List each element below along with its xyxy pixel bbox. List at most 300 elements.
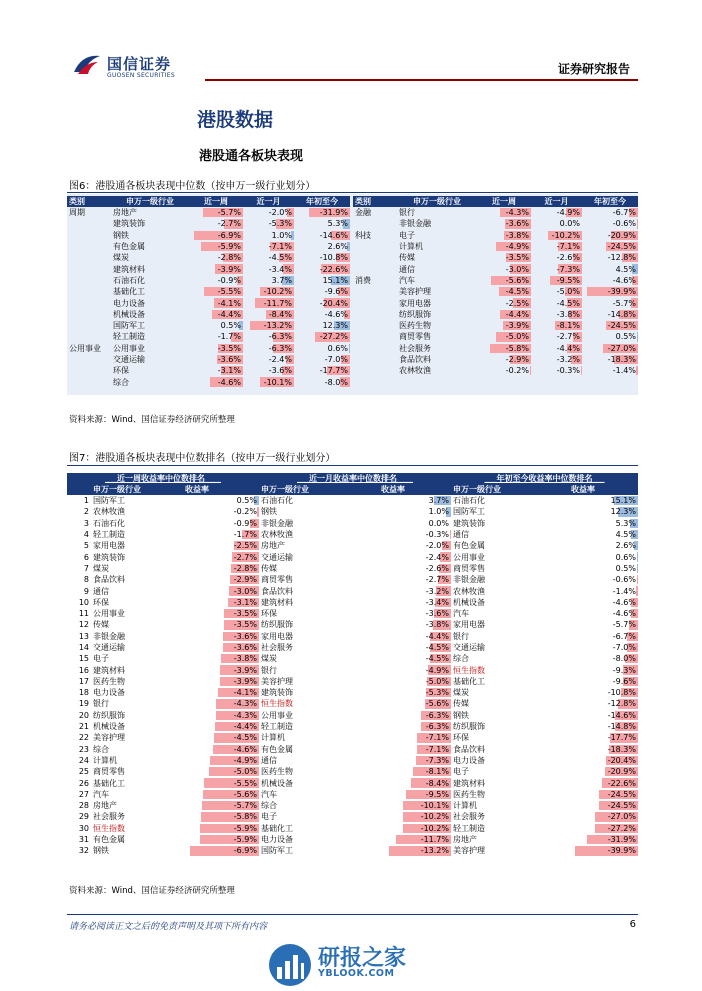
fig7-week-return: -5.9% <box>183 823 259 834</box>
fig6-ytd: -12.8% <box>607 253 636 263</box>
fig6-row <box>67 241 350 252</box>
fig6-row <box>67 218 350 229</box>
fig7-week-industry: 社会服务 <box>93 812 125 822</box>
fig6-header: 年初至今 <box>582 196 638 207</box>
fig6-month: -10.2% <box>243 286 294 297</box>
fig7-week-industry: 食品饮料 <box>93 575 125 585</box>
fig7-group-week: ___近一周收益率中位数排名____ <box>67 473 259 484</box>
fig7-ytd-return: -9.6% <box>612 676 636 686</box>
fig7-ytd-return: -24.5% <box>569 789 638 800</box>
fig6-row <box>67 320 350 331</box>
fig7-month-industry: 美容护理 <box>261 676 293 686</box>
fig7-week-industry: 国防军工 <box>93 496 125 506</box>
fig6-week: -5.0% <box>477 331 531 342</box>
fig7-week-industry: 综合 <box>93 744 109 754</box>
fig7-ytd-industry: 电力设备 <box>453 755 485 765</box>
fig6-week: -3.9% <box>189 263 243 274</box>
fig7-week-return: -3.9% <box>183 676 259 687</box>
fig7-week-industry: 传媒 <box>93 620 109 630</box>
fig7-month-return: -6.3% <box>379 710 451 721</box>
fig7-caption-line <box>67 465 638 466</box>
fig7-week-industry: 医药生物 <box>93 676 125 686</box>
footer-divider <box>67 914 638 915</box>
fig6-industry: 综合 <box>113 377 129 387</box>
fig6-category <box>67 376 111 387</box>
fig7-ytd-return: -20.9% <box>569 766 638 777</box>
fig7-week-industry: 公用事业 <box>93 609 125 619</box>
fig7-ytd-industry: 建筑装饰 <box>453 518 485 528</box>
fig7-month-industry: 医药生物 <box>261 767 293 777</box>
fig7-row <box>67 732 638 743</box>
fig7-month-industry: 机械设备 <box>261 778 293 788</box>
fig6-month: -3.2% <box>556 355 580 364</box>
fig7-ytd-return: -24.5% <box>569 800 638 811</box>
fig7-week-return: 0.5% <box>236 496 257 506</box>
fig7-ytd-return: 0.5% <box>615 563 636 573</box>
fig6-week: 0.5% <box>220 321 241 331</box>
fig6-row <box>353 275 638 286</box>
fig6-week: -4.6% <box>189 376 243 387</box>
fig7-row <box>67 766 638 777</box>
fig7-month-return: -7.3% <box>379 755 451 766</box>
fig7-row <box>67 777 638 788</box>
fig7-rank: 24 <box>78 755 89 765</box>
fig7-week-return: -5.5% <box>183 777 259 788</box>
fig7-ytd-industry: 房地产 <box>453 835 477 845</box>
fig6-row <box>67 376 350 387</box>
fig7-ytd-return-bar <box>637 564 638 573</box>
fig7-week-return: -4.5% <box>183 732 259 743</box>
fig6-week: -5.8% <box>477 343 531 354</box>
fig6-ytd: 2.6% <box>327 242 348 252</box>
fig7-week-industry: 计算机 <box>93 755 117 765</box>
fig6-category <box>67 252 111 263</box>
fig7-table-area <box>67 473 638 875</box>
fig6-industry: 食品饮料 <box>399 355 431 364</box>
fig6-month: -2.6% <box>556 253 580 263</box>
fig7-ytd-industry: 国防军工 <box>453 507 485 517</box>
fig6-ytd-bar <box>637 332 638 341</box>
fig7-month-return: -0.3% <box>425 530 449 540</box>
fig7-rank: 12 <box>78 620 89 630</box>
fig7-ytd-return: -7.0% <box>612 643 636 652</box>
fig7-week-return: -5.8% <box>183 811 259 822</box>
fig7-row <box>67 755 638 766</box>
fig6-row <box>67 263 350 274</box>
fig6-month: -10.2% <box>531 230 582 241</box>
fig6-industry: 通信 <box>399 264 415 274</box>
fig6-month: -13.2% <box>243 320 294 331</box>
fig7-ytd-return: -6.7% <box>612 631 636 641</box>
fig6-row <box>67 343 350 354</box>
fig6-industry: 家用电器 <box>399 298 431 308</box>
fig7-ytd-return: -5.7% <box>612 620 636 630</box>
fig6-category <box>353 320 397 331</box>
fig6-row <box>67 331 350 342</box>
fig7-month-industry: 通信 <box>261 755 277 765</box>
fig7-month-return: -5.6% <box>425 699 449 709</box>
watermark-url: YBLOOK.COM <box>318 968 395 979</box>
fig6-week: -3.5% <box>217 343 241 353</box>
fig7-ytd-return: -17.7% <box>607 733 636 743</box>
fig6-category <box>353 286 397 297</box>
fig6-table-area <box>67 194 638 395</box>
fig7-rank: 6 <box>83 552 89 562</box>
fig7-ytd-industry: 计算机 <box>453 801 477 811</box>
fig6-industry: 建筑装饰 <box>113 219 145 229</box>
fig7-rank-header <box>67 484 91 495</box>
fig7-rank: 26 <box>78 778 89 788</box>
fig6-industry: 轻工制造 <box>113 332 145 342</box>
fig7-week-industry: 钢铁 <box>93 846 109 856</box>
fig6-month: -2.7% <box>556 332 580 342</box>
fig6-ytd: -1.4% <box>612 366 636 376</box>
fig7-rank: 32 <box>78 846 89 856</box>
fig7-month-industry: 非银金融 <box>261 518 293 528</box>
fig7-month-return: -10.1% <box>379 800 451 811</box>
fig7-ytd-industry: 有色金属 <box>453 541 485 551</box>
fig6-category <box>353 218 397 229</box>
fig7-month-return: 0.0% <box>428 518 449 528</box>
fig6-month: -6.3% <box>268 332 292 342</box>
fig7-week-return: -2.8% <box>183 563 259 574</box>
fig6-source: 资料来源：Wind、国信证券经济研究所整理 <box>69 415 235 425</box>
fig7-month-industry: 计算机 <box>261 733 285 743</box>
fig6-industry: 电子 <box>399 230 415 240</box>
fig7-week-return: -5.0% <box>183 766 259 777</box>
fig7-month-return: -5.3% <box>425 688 449 698</box>
fig7-week-return: -3.1% <box>183 597 259 608</box>
fig6-category <box>67 331 111 342</box>
fig7-ytd-return: -27.0% <box>569 811 638 822</box>
fig6-month: -2.0% <box>268 208 292 218</box>
fig6-ytd: -10.8% <box>319 253 348 263</box>
fig7-ytd-industry: 汽车 <box>453 609 469 619</box>
fig7-month-return: -2.7% <box>425 575 449 585</box>
fig6-ytd: 0.6% <box>327 343 348 353</box>
fig6-week: -2.8% <box>217 253 241 263</box>
fig6-row <box>353 286 638 297</box>
fig7-week-industry: 汽车 <box>93 789 109 799</box>
fig6-month: -3.4% <box>268 264 292 274</box>
fig6-row <box>353 320 638 331</box>
fig7-ytd-return: -14.8% <box>607 722 636 732</box>
fig6-ytd-bar <box>637 219 638 228</box>
fig6-row <box>353 218 638 229</box>
fig6-row <box>353 365 638 376</box>
fig7-week-return: -1.7% <box>233 530 257 540</box>
fig7-col-return: 收益率 <box>379 484 451 495</box>
fig7-rank: 17 <box>78 676 89 686</box>
fig7-month-return: -4.5% <box>425 643 449 652</box>
fig7-month-return: -2.4% <box>425 552 449 562</box>
fig6-category <box>353 331 397 342</box>
fig7-week-industry: 美容护理 <box>93 733 125 743</box>
fig7-month-return: 3.7% <box>428 496 449 506</box>
fig7-month-return: -11.7% <box>379 834 451 845</box>
fig7-month-return: -10.2% <box>379 811 451 822</box>
fig6-ytd: -20.4% <box>319 298 348 308</box>
fig7-rank: 2 <box>83 507 89 517</box>
fig6-ytd: -27.2% <box>294 331 350 342</box>
fig7-ytd-industry: 食品饮料 <box>453 744 485 754</box>
fig7-ytd-industry: 建筑材料 <box>453 778 485 788</box>
fig7-month-industry: 银行 <box>261 665 277 675</box>
fig6-week: -3.9% <box>477 320 531 331</box>
fig6-ytd: -24.5% <box>607 321 636 331</box>
fig6-industry: 国防军工 <box>113 321 145 331</box>
fig6-week: -1.7% <box>217 332 241 342</box>
fig7-ytd-return: 5.3% <box>615 518 636 528</box>
fig7-row <box>67 619 638 630</box>
fig7-ytd-return: -39.9% <box>569 845 638 856</box>
fig7-ytd-return: -1.4% <box>612 586 636 596</box>
fig7-month-return-bar <box>450 530 451 539</box>
fig6-header: 近一月 <box>243 196 294 207</box>
fig7-caption: 图7：港股通各板块表现中位数排名（按申万一级行业划分） <box>69 453 336 464</box>
fig7-week-return: -5.9% <box>183 834 259 845</box>
guosen-logo-icon <box>72 52 102 76</box>
fig6-industry: 石油石化 <box>113 275 145 285</box>
fig6-month: -0.3% <box>556 366 580 376</box>
fig7-row <box>67 676 638 687</box>
fig6-month: -4.9% <box>556 208 580 218</box>
fig7-month-return: -13.2% <box>379 845 451 856</box>
fig7-rank: 27 <box>78 789 89 799</box>
fig7-month-industry: 建筑材料 <box>261 597 293 607</box>
fig7-week-return: -3.5% <box>183 608 259 619</box>
yblook-logo-icon <box>268 943 312 987</box>
fig7-rank: 22 <box>78 733 89 743</box>
fig7-month-return: -4.9% <box>425 665 449 675</box>
page-number: 6 <box>629 919 636 930</box>
fig6-month: 1.0% <box>271 230 292 240</box>
fig7-week-industry: 煤炭 <box>93 563 109 573</box>
fig6-ytd: -18.3% <box>607 355 636 364</box>
fig7-month-return: -5.0% <box>425 676 449 686</box>
fig6-industry: 建筑材料 <box>113 264 145 274</box>
fig7-month-return: -3.6% <box>425 609 449 619</box>
fig6-ytd: -22.6% <box>319 264 348 274</box>
fig7-rank: 16 <box>78 665 89 675</box>
fig7-month-return: -2.0% <box>425 541 449 551</box>
fig7-week-industry: 银行 <box>93 699 109 709</box>
fig6-month: -7.3% <box>556 264 580 274</box>
fig7-col-industry: 申万一级行业 <box>91 484 183 495</box>
fig7-month-industry: 汽车 <box>261 789 277 799</box>
fig7-week-industry: 环保 <box>93 597 109 607</box>
fig6-week: -5.7% <box>189 207 243 218</box>
fig7-ytd-industry: 家用电器 <box>453 620 485 630</box>
fig6-row <box>353 207 638 218</box>
fig7-rank: 19 <box>78 699 89 709</box>
fig7-month-return: 1.0% <box>428 507 449 517</box>
fig6-industry: 煤炭 <box>113 253 129 263</box>
fig7-month-industry: 环保 <box>261 609 277 619</box>
fig7-week-industry: 建筑材料 <box>93 665 125 675</box>
fig7-ytd-industry: 医药生物 <box>453 789 485 799</box>
fig7-week-return: -0.9% <box>233 518 257 528</box>
fig7-source: 资料来源：Wind、国信证券经济研究所整理 <box>69 886 235 896</box>
fig6-month: -7.1% <box>556 242 580 252</box>
fig6-row <box>353 331 638 342</box>
fig7-month-industry: 基础化工 <box>261 823 293 833</box>
fig6-month: -2.4% <box>268 355 292 364</box>
fig6-category <box>67 297 111 308</box>
fig6-week: -4.9% <box>477 241 531 252</box>
fig7-rank: 1 <box>83 496 89 506</box>
fig7-month-industry: 国防军工 <box>261 846 293 856</box>
fig6-ytd: 0.5% <box>615 332 636 342</box>
fig6-category <box>353 297 397 308</box>
fig7-rank: 21 <box>78 722 89 732</box>
fig6-category <box>353 263 397 274</box>
fig7-row <box>67 823 638 834</box>
fig7-ytd-return: -9.3% <box>612 665 636 675</box>
fig6-month: -8.4% <box>243 309 294 320</box>
fig7-month-industry: 恒生指数 <box>261 699 293 709</box>
fig7-week-return: -2.5% <box>233 541 257 551</box>
fig7-week-return: -2.7% <box>233 552 257 562</box>
fig7-row <box>67 687 638 698</box>
fig7-row <box>67 551 638 562</box>
fig7-ytd-return: -0.6% <box>612 575 636 585</box>
fig7-month-industry: 房地产 <box>261 541 285 551</box>
fig6-week: -4.4% <box>189 309 243 320</box>
fig7-ytd-industry: 农林牧渔 <box>453 586 485 596</box>
fig7-ytd-return-bar <box>637 575 638 584</box>
fig6-row <box>353 230 638 241</box>
fig6-industry: 医药生物 <box>399 321 431 331</box>
fig6-category <box>67 309 111 320</box>
fig6-week: -0.2% <box>505 366 529 376</box>
fig6-right-table <box>353 196 638 376</box>
fig6-industry: 环保 <box>113 366 129 376</box>
fig7-week-return: -5.6% <box>183 789 259 800</box>
fig6-month: -5.3% <box>268 219 292 229</box>
fig7-ytd-return: -20.4% <box>569 755 638 766</box>
page-header <box>0 0 702 86</box>
fig6-week: -2.5% <box>505 298 529 308</box>
fig7-week-return: -2.9% <box>183 574 259 585</box>
fig6-ytd: -27.0% <box>582 343 638 354</box>
fig6-row <box>353 297 638 308</box>
fig7-row <box>67 800 638 811</box>
fig7-week-return: -4.9% <box>183 755 259 766</box>
fig7-ytd-industry: 钢铁 <box>453 710 469 720</box>
fig6-category: 周期 <box>69 208 85 218</box>
fig7-ytd-return: 0.6% <box>615 552 636 562</box>
fig6-category: 消费 <box>355 275 371 285</box>
fig7-month-return: -4.5% <box>425 654 449 664</box>
fig6-row <box>353 263 638 274</box>
fig7-row <box>67 495 638 506</box>
fig7-row <box>67 845 638 856</box>
fig7-week-return: -0.2% <box>233 507 257 517</box>
fig6-week: -5.9% <box>189 241 243 252</box>
fig6-row <box>67 207 350 218</box>
fig7-week-industry: 交通运输 <box>93 643 125 652</box>
fig7-week-industry: 农林牧渔 <box>93 507 125 517</box>
fig7-ytd-industry: 恒生指数 <box>453 665 485 675</box>
fig6-week: -4.5% <box>477 286 531 297</box>
fig7-row <box>67 744 638 755</box>
fig6-ytd: -8.0% <box>324 377 348 387</box>
fig7-rank: 29 <box>78 812 89 822</box>
fig7-rank: 18 <box>78 688 89 698</box>
fig7-col-industry: 申万一级行业 <box>259 484 379 495</box>
fig6-category <box>67 365 111 376</box>
fig6-category <box>67 241 111 252</box>
fig6-industry: 机械设备 <box>113 309 145 319</box>
fig6-industry: 美容护理 <box>399 287 431 297</box>
fig7-ytd-industry: 交通运输 <box>453 643 485 652</box>
fig6-month: -3.6% <box>268 366 292 376</box>
footer-disclaimer: 请务必阅读正文之后的免责声明及其项下所有内容 <box>69 922 268 932</box>
fig7-month-return: -9.5% <box>379 789 451 800</box>
fig7-week-industry: 通信 <box>93 586 109 596</box>
fig7-rank: 5 <box>83 541 89 551</box>
fig7-month-industry: 纺织服饰 <box>261 620 293 630</box>
fig6-header: 申万一级行业 <box>397 196 477 207</box>
fig7-row <box>67 585 638 596</box>
fig7-week-industry: 电力设备 <box>93 688 125 698</box>
fig6-row <box>353 252 638 263</box>
fig7-month-return: -4.4% <box>425 631 449 641</box>
fig7-month-return: -3.4% <box>425 597 449 607</box>
fig6-row <box>353 309 638 320</box>
fig6-industry: 有色金属 <box>113 242 145 252</box>
fig6-industry: 银行 <box>399 208 415 218</box>
fig7-week-return: -4.4% <box>183 721 259 732</box>
fig6-category <box>353 241 397 252</box>
fig7-rank: 7 <box>83 563 89 573</box>
fig7-ytd-industry: 通信 <box>453 530 469 540</box>
fig6-left-table <box>67 196 350 388</box>
fig6-category <box>67 286 111 297</box>
fig7-rank: 14 <box>78 643 89 652</box>
fig7-month-industry: 建筑装饰 <box>261 688 293 698</box>
fig6-category: 公用事业 <box>69 343 101 353</box>
fig6-month: -7.1% <box>268 242 292 252</box>
fig7-ytd-industry: 电子 <box>453 767 469 777</box>
fig7-ytd-industry: 公用事业 <box>453 552 485 562</box>
fig6-ytd: 5.3% <box>327 219 348 229</box>
fig7-row <box>67 529 638 540</box>
fig6-week: -5.6% <box>477 275 531 286</box>
fig6-industry: 社会服务 <box>399 343 431 353</box>
fig7-rank: 4 <box>83 530 89 540</box>
fig7-rank: 13 <box>78 631 89 641</box>
fig7-month-industry: 钢铁 <box>261 507 277 517</box>
fig6-ytd: -9.6% <box>324 287 348 297</box>
fig7-rank: 3 <box>83 518 89 528</box>
fig7-row <box>67 608 638 619</box>
fig7-month-return: -7.1% <box>379 732 451 743</box>
fig6-header: 近一周 <box>477 196 531 207</box>
fig6-category <box>353 354 397 365</box>
fig6-ytd: 4.5% <box>615 264 636 274</box>
fig6-category <box>353 365 397 376</box>
fig7-ytd-return: -31.9% <box>569 834 638 845</box>
fig6-week: -6.9% <box>189 230 243 241</box>
fig6-month: 0.0% <box>559 219 580 229</box>
fig6-week: -3.5% <box>505 253 529 263</box>
fig7-ytd-industry: 轻工制造 <box>453 823 485 833</box>
fig7-week-return: -3.8% <box>183 653 259 664</box>
fig6-ytd-bar <box>349 344 350 353</box>
fig6-row <box>353 241 638 252</box>
